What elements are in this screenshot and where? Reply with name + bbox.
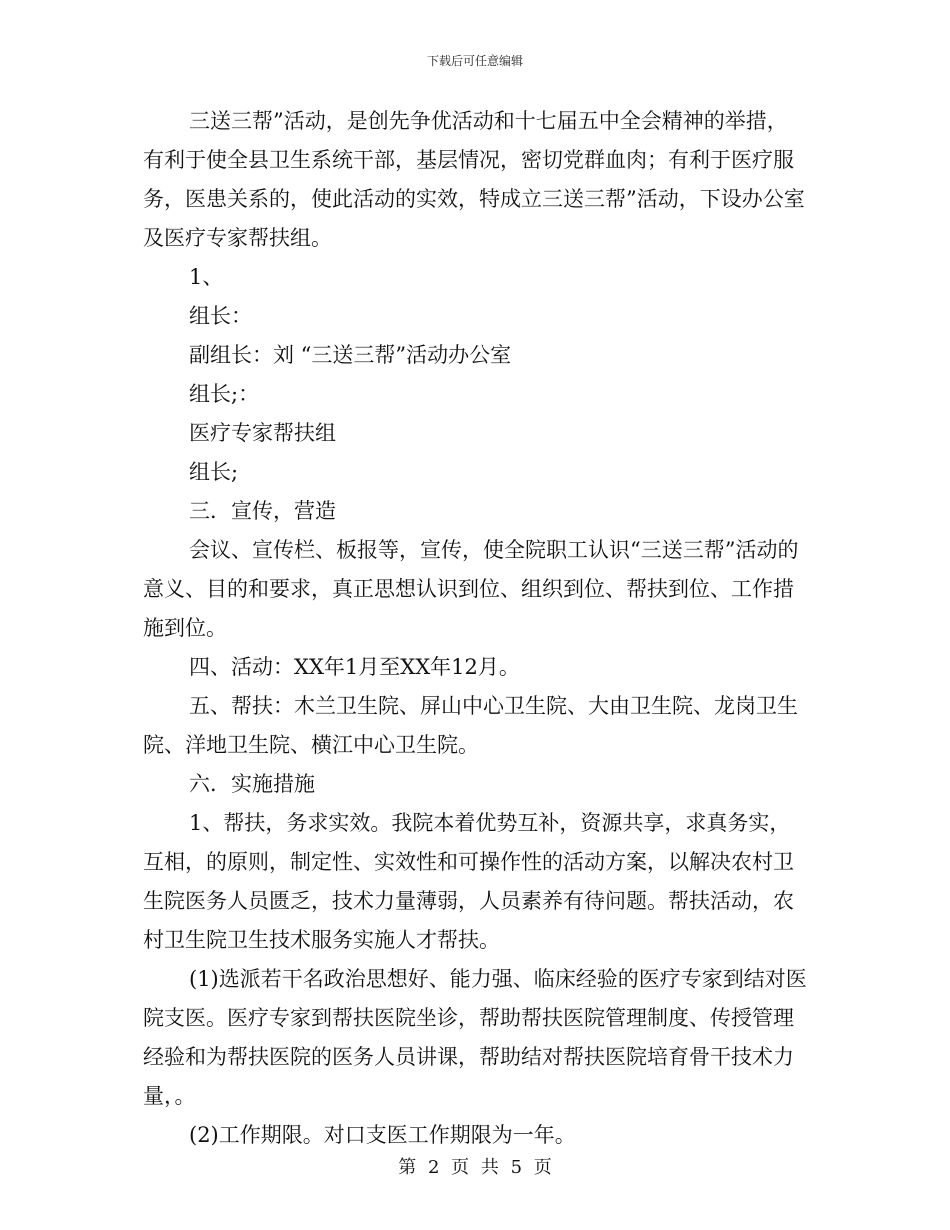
section-five-assistance: 五、帮扶：木兰卫生院、屏山中心卫生院、大由卫生院、龙岗卫生院、洋地卫生院、横江中心卫生院。	[143, 694, 798, 757]
office-leader-line: 组长;：	[189, 382, 260, 406]
page-footer: 第 2 页 共 5 页	[398, 1157, 552, 1178]
document-body	[143, 102, 808, 1155]
page-header: 下载后可任意编辑	[426, 54, 523, 68]
paragraph-publicity: 会议、宣传栏、板报等，宣传，使全院职工认识“三送三帮”活动的意义、目的和要求，真正思想认识到位、组织到位、帮扶到位、工作措施到位。	[143, 538, 799, 640]
paragraph-measure-1-2: (2)工作期限。对口支医工作期限为一年。	[189, 1123, 576, 1147]
paragraph-measure-1-1: (1)选派若干名政治思想好、能力强、临床经验的医疗专家到结对医院支医。医疗专家到帮扶医院坐诊，帮助帮扶医院管理制度、传授管理经验和为帮扶医院的医务人员讲课，帮助结对帮扶医院培育骨干技术力量，。	[143, 967, 807, 1108]
paragraph-measure-1: 1、帮扶，务求实效。我院本着优势互补，资源共享，求真务实，互相，的原则，制定性、实效性和可操作性的活动方案，以解决农村卫生院医务人员匮乏，技术力量薄弱，人员素养有待问题。帮扶活动，农村卫生院卫生技术服务实施人才帮扶。	[143, 811, 794, 952]
section-four-activity: 四、活动：XX年1月至XX年12月。	[189, 655, 520, 679]
group-leader-line: 组长：	[189, 304, 252, 328]
section-number-1: 1、	[189, 265, 224, 289]
deputy-leader-line: 副组长：刘 “三送三帮”活动办公室	[189, 343, 512, 367]
section-three-heading: 三．宣传，营造	[189, 499, 336, 523]
section-six-heading: 六．实施措施	[189, 772, 315, 796]
expert-group-title: 医疗专家帮扶组	[189, 421, 336, 445]
expert-group-leader-line: 组长;	[189, 460, 239, 484]
paragraph-intro: 三送三帮”活动，是创先争优活动和十七届五中全会精神的举措，有利于使全县卫生系统干部，基层情况，密切党群血肉；有利于医疗服务，医患关系的，使此活动的实效，特成立三送三帮”活动，下设办公室及医疗专家帮扶组。	[143, 109, 805, 250]
